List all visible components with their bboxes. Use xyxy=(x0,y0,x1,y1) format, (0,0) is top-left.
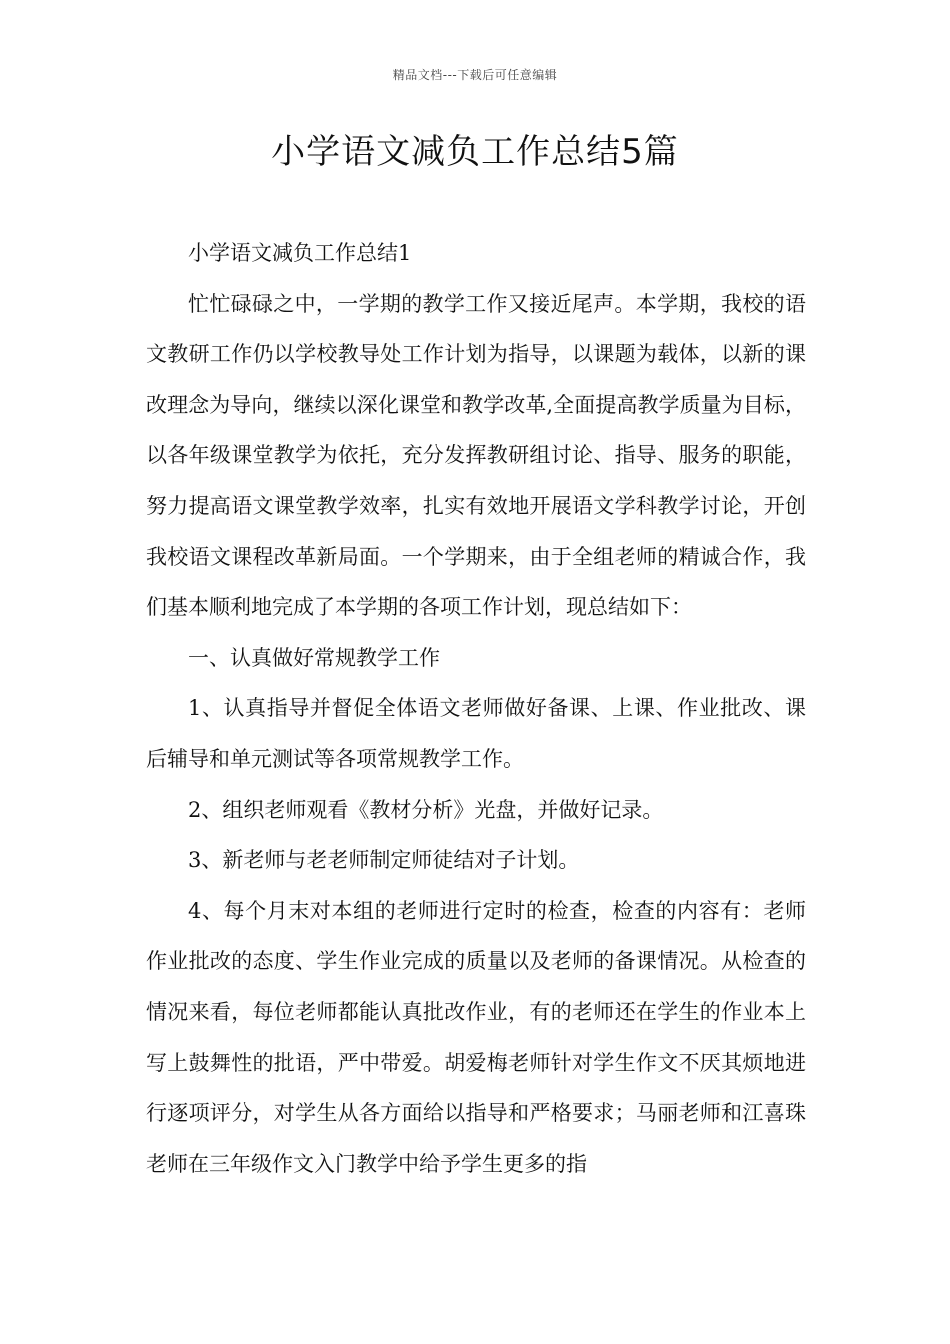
document-title: 小学语文减负工作总结5篇 xyxy=(271,132,679,172)
list-item: 1、认真指导并督促全体语文老师做好备课、上课、作业批改、课后辅导和单元测试等各项常规教学工作。 xyxy=(146,696,806,771)
document-body xyxy=(146,228,806,1189)
header-note: 精品文档---下载后可任意编辑 xyxy=(392,68,558,82)
section-subtitle: 小学语文减负工作总结1 xyxy=(188,241,412,265)
list-item: 3、新老师与老老师制定师徒结对子计划。 xyxy=(188,848,580,873)
list-item: 2、组织老师观看《教材分析》光盘，并做好记录。 xyxy=(188,797,664,822)
section-heading: 一、认真做好常规教学工作 xyxy=(188,645,440,670)
paragraph-intro: 忙忙碌碌之中，一学期的教学工作又接近尾声。本学期，我校的语文教研工作仍以学校教导处工作计划为指导，以课题为载体，以新的课改理念为导向，继续以深化课堂和教学改革,全面提高教学质量为目标，以各年级课堂教学为依托，充分发挥教研组讨论、指导、服务的职能，努力提高语文课堂教学效率，扎实有效地开展语文学科教学讨论，开创我校语文课程改革新局面。一个学期来，由于全组老师的精诚合作，我们基本顺利地完成了本学期的各项工作计划，现总结如下： xyxy=(146,291,806,620)
list-item: 4、每个月末对本组的老师进行定时的检查，检查的内容有：老师作业批改的态度、学生作业完成的质量以及老师的备课情况。从检查的情况来看，每位老师都能认真批改作业，有的老师还在学生的作业本上写上鼓舞性的批语，严中带爱。胡爱梅老师针对学生作文不厌其烦地进行逐项评分，对学生从各方面给以指导和严格要求；马丽老师和江喜珠老师在三年级作文入门教学中给予学生更多的指 xyxy=(146,898,806,1176)
